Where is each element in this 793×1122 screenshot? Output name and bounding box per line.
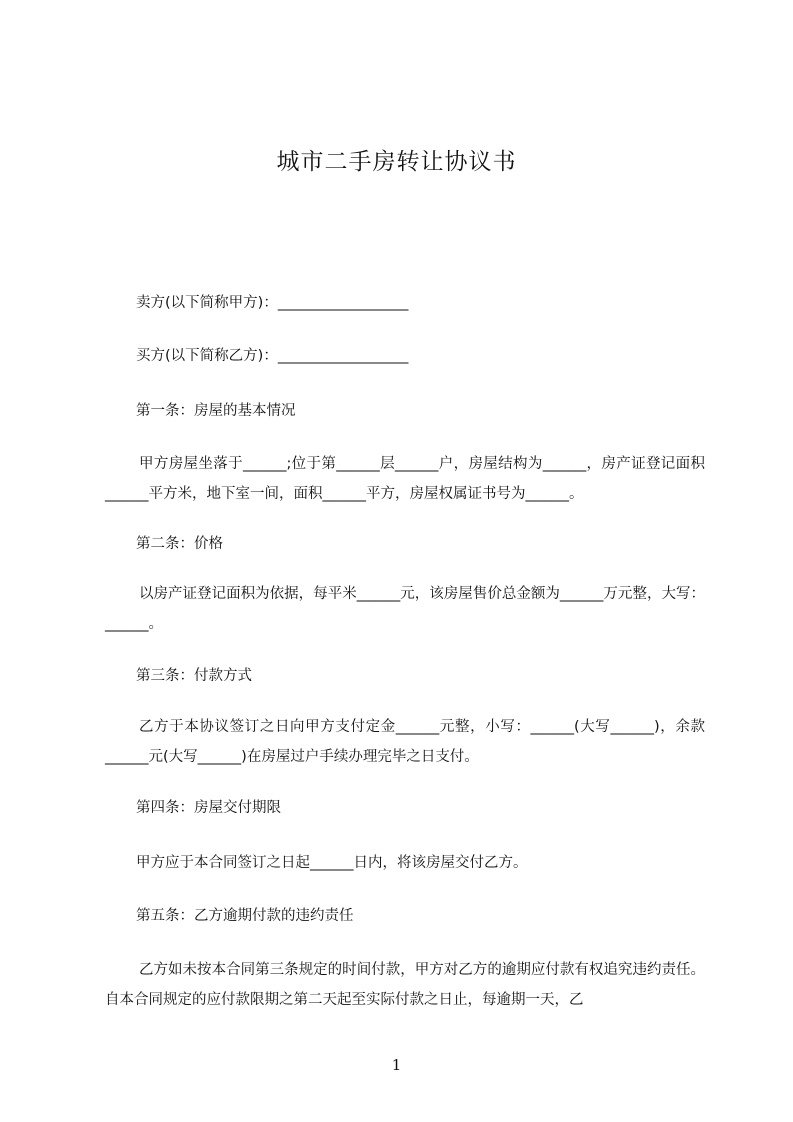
document-title: 城市二手房转让协议书	[276, 149, 517, 175]
article-5-heading: 第五条：乙方逾期付款的违约责任	[136, 908, 354, 924]
page-number: 1	[391, 1056, 402, 1074]
article-2-body: 以房产证登记面积为依据，每平米______元，该房屋售价总金额为______万元整，大写：______。	[105, 586, 705, 632]
article-5-body: 乙方如未按本合同第三条规定的时间付款，甲方对乙方的逾期应付款有权追究违约责任。自本合同规定的应付款限期之第二天起至实际付款之日止，每逾期一天，乙	[105, 962, 705, 1008]
article-3-body: 乙方于本协议签订之日向甲方支付定金______元整，小写：______(大写______)，余款______元(大写______)在房屋过户手续办理完毕之日支付。	[105, 719, 705, 765]
article-1-heading: 第一条：房屋的基本情况	[136, 403, 296, 419]
buyer-line: 买方(以下简称乙方)：__________________	[136, 348, 409, 364]
article-3-heading: 第三条：付款方式	[136, 668, 252, 684]
seller-line: 卖方(以下简称甲方)：__________________	[136, 295, 409, 311]
article-1-body: 甲方房屋坐落于______;位于第______层______户，房屋结构为______，房产证登记面积______平方米，地下室一间，面积______平方，房屋权属证书号为______。	[105, 456, 705, 502]
article-4-body: 甲方应于本合同签订之日起______日内，将该房屋交付乙方。	[136, 855, 528, 871]
article-4-heading: 第四条：房屋交付期限	[136, 800, 281, 816]
article-2-heading: 第二条：价格	[136, 536, 223, 552]
